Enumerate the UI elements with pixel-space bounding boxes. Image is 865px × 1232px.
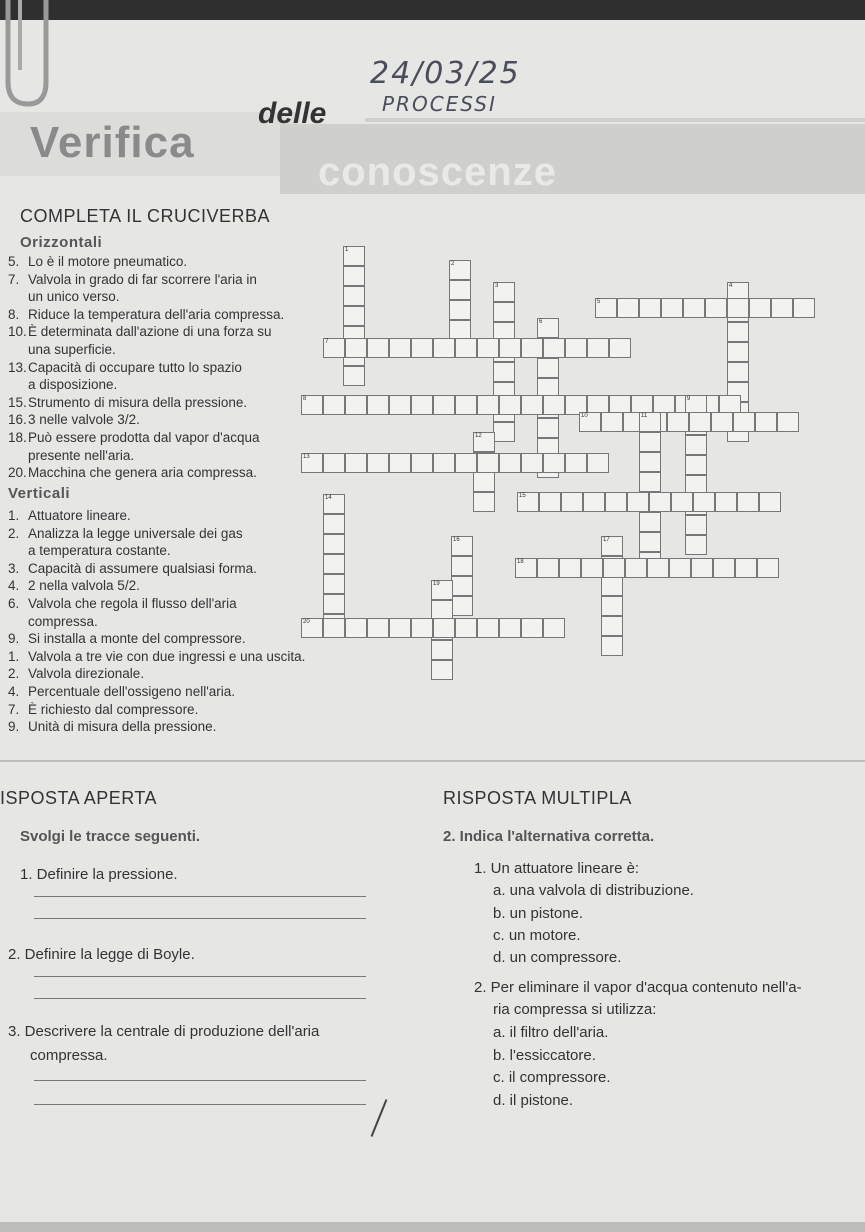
crossword-cell[interactable] — [411, 395, 433, 415]
clue-item — [8, 360, 242, 375]
crossword-cell[interactable] — [537, 358, 559, 378]
crossword-cell[interactable] — [685, 515, 707, 535]
clue-text: Valvola che regola il flusso dell'aria — [28, 596, 237, 611]
crossword-cell[interactable] — [345, 618, 367, 638]
mc-q1: 1. Un attuatore lineare è: — [474, 860, 640, 877]
clue-number: 15. — [8, 394, 27, 410]
crossword-cell[interactable] — [685, 535, 707, 555]
clue-number: 2. — [8, 525, 20, 541]
crossword-cell[interactable] — [389, 618, 411, 638]
open-answer-sub: Svolgi le tracce seguenti. — [20, 828, 201, 845]
handwritten-date: 24/03/25 — [370, 56, 521, 91]
crossword-cell[interactable] — [521, 395, 543, 415]
clue-number: 20. — [8, 465, 27, 481]
crossword-cell[interactable] — [609, 338, 631, 358]
clue-number: 13. — [8, 359, 27, 375]
open-q1: 1. Definire la pressione. — [20, 866, 178, 883]
clue-text: Riduce la temperatura dell'aria compressa. — [28, 306, 285, 322]
crossword-cell[interactable] — [539, 492, 561, 512]
crossword-cell[interactable] — [759, 492, 781, 512]
cell-number: 13 — [303, 454, 310, 460]
crossword-cell[interactable] — [499, 395, 521, 415]
mc-q1-option-b[interactable]: b. un pistone. — [493, 905, 584, 922]
crossword-cell[interactable] — [473, 492, 495, 512]
crossword-cell[interactable] — [477, 618, 499, 638]
crossword-cell[interactable] — [499, 453, 521, 473]
clue-text: Analizza la legge universale dei gas — [28, 525, 243, 541]
crossword-cell[interactable] — [367, 338, 389, 358]
clue-text: Capacità di occupare tutto lo spazio — [28, 359, 242, 375]
crossword-cell[interactable] — [543, 338, 565, 358]
title-verifica: Verifica — [30, 118, 195, 167]
cell-number: 11 — [641, 413, 648, 419]
mc-q2-line2: ria compressa si utilizza: — [493, 1001, 657, 1018]
crossword-cell[interactable] — [521, 453, 543, 473]
clue-text: Macchina che genera aria compressa. — [28, 465, 257, 481]
clue-item — [8, 272, 257, 287]
crossword-cell[interactable] — [477, 395, 499, 415]
crossword-cell[interactable] — [649, 492, 671, 512]
clue-number: 5. — [8, 254, 20, 269]
section-divider — [0, 760, 865, 762]
crossword-cell[interactable] — [411, 338, 433, 358]
clue-text: Può essere prodotta dal vapor d'acqua — [28, 430, 260, 445]
clue-text: È determinata dall'azione di una forza su — [28, 324, 272, 340]
crossword-cell[interactable] — [771, 298, 793, 318]
crossword-cell[interactable] — [537, 418, 559, 438]
crossword-cell[interactable] — [639, 452, 661, 472]
answer-line[interactable] — [34, 918, 366, 919]
clue-item — [8, 395, 247, 410]
clue-number: 4. — [8, 684, 20, 699]
crossword-cell[interactable] — [705, 298, 727, 318]
crossword-cell[interactable] — [671, 492, 693, 512]
cell-number: 10 — [581, 413, 588, 419]
cell-number: 12 — [475, 433, 482, 439]
crossword-cell[interactable] — [669, 558, 691, 578]
crossword-cell[interactable] — [537, 558, 559, 578]
clue-item — [8, 324, 271, 339]
clue-item — [8, 307, 284, 322]
crossword-cell[interactable] — [477, 453, 499, 473]
title-conoscenze: conoscenze — [318, 150, 557, 194]
crossword-cell[interactable] — [345, 395, 367, 415]
cell-number: 20 — [303, 619, 310, 625]
pen-mark — [371, 1099, 388, 1137]
crossword-cell[interactable] — [449, 300, 471, 320]
clue-number: 16. — [8, 412, 27, 428]
crossword-cell[interactable] — [451, 556, 473, 576]
clue-text: 2 nella valvola 5/2. — [28, 578, 140, 594]
clue-item — [8, 649, 305, 664]
crossword-cell[interactable] — [559, 558, 581, 578]
clue-text: a temperatura costante. — [28, 543, 171, 559]
cell-number: 9 — [687, 396, 691, 402]
clue-text: Percentuale dell'ossigeno nell'aria. — [28, 684, 236, 699]
crossword-cell[interactable] — [389, 395, 411, 415]
clue-text: Lo è il motore pneumatico. — [28, 254, 188, 269]
cell-number: 16 — [453, 537, 460, 543]
crossword-cell[interactable] — [777, 412, 799, 432]
crossword-cell[interactable] — [455, 338, 477, 358]
clue-item — [8, 289, 120, 304]
crossword-cell[interactable] — [449, 280, 471, 300]
crossword-cell[interactable] — [323, 574, 345, 594]
cell-number: 17 — [603, 537, 610, 543]
clue-item — [8, 631, 246, 646]
crossword-cell[interactable] — [411, 618, 433, 638]
crossword-cell[interactable] — [757, 558, 779, 578]
clue-text: Valvola in grado di far scorrere l'aria in — [28, 271, 257, 287]
clue-text: Strumento di misura della pressione. — [28, 394, 248, 410]
clue-item — [8, 254, 187, 269]
clue-text: Attuatore lineare. — [28, 508, 131, 523]
crossword-cell[interactable] — [433, 338, 455, 358]
clue-number: 9. — [8, 631, 20, 647]
clue-text: Capacità di assumere qualsiasi forma. — [28, 560, 257, 576]
crossword-cell[interactable] — [793, 298, 815, 318]
clue-number: 3. — [8, 560, 20, 576]
clue-number: 4. — [8, 578, 20, 594]
mc-q1-option-d[interactable]: d. un compressore. — [493, 949, 622, 966]
crossword-cell[interactable] — [455, 395, 477, 415]
multiple-choice-sub: 2. Indica l'alternativa corretta. — [443, 828, 655, 845]
clue-item — [8, 719, 216, 734]
top-dark-band — [0, 0, 865, 20]
crossword-cell[interactable] — [493, 302, 515, 322]
clue-number: 10. — [8, 324, 27, 340]
crossword-cell[interactable] — [431, 640, 453, 660]
cell-number: 6 — [539, 319, 543, 325]
crossword-cell[interactable] — [367, 618, 389, 638]
crossword-cell[interactable] — [601, 596, 623, 616]
crossword-cell[interactable] — [639, 472, 661, 492]
crossword-cell[interactable] — [639, 432, 661, 452]
crossword-cell[interactable] — [473, 472, 495, 492]
handwritten-note: PROCESSI — [382, 92, 497, 116]
clue-item — [8, 465, 257, 480]
clue-item — [8, 561, 257, 576]
clue-text: Unità di misura della pressione. — [28, 719, 217, 735]
crossword-cell[interactable] — [389, 453, 411, 473]
crossword-cell[interactable] — [367, 395, 389, 415]
crossword-cell[interactable] — [499, 618, 521, 638]
mc-q1-option-a[interactable]: a. una valvola di distribuzione. — [493, 882, 694, 899]
mc-q2-option-a[interactable]: a. il filtro dell'aria. — [493, 1024, 609, 1041]
crossword-cell[interactable] — [727, 342, 749, 362]
crossword-cell[interactable] — [661, 298, 683, 318]
open-answer-heading: ISPOSTA APERTA — [0, 788, 158, 808]
crossword-cell[interactable] — [639, 532, 661, 552]
clue-number: 1. — [8, 508, 20, 523]
open-q3-line1: 3. Descrivere la centrale di produzione dell'aria — [8, 1023, 320, 1040]
cell-number: 14 — [325, 495, 332, 501]
crossword-cell[interactable] — [543, 453, 565, 473]
crossword-cell[interactable] — [323, 594, 345, 614]
crossword-cell[interactable] — [587, 453, 609, 473]
crossword-cell[interactable] — [521, 338, 543, 358]
crossword-cell[interactable] — [323, 554, 345, 574]
clue-text: un unico verso. — [28, 289, 120, 305]
crossword-cell[interactable] — [691, 558, 713, 578]
answer-line[interactable] — [34, 896, 366, 897]
answer-line[interactable] — [34, 998, 366, 999]
clue-text: presente nell'aria. — [28, 447, 135, 463]
crossword-cell[interactable] — [685, 435, 707, 455]
crossword-cell[interactable] — [493, 362, 515, 382]
cell-number: 1 — [345, 247, 349, 253]
cell-number: 3 — [495, 283, 499, 289]
open-q2: 2. Definire la legge di Boyle. — [8, 946, 195, 963]
open-q3-line2: compressa. — [30, 1047, 108, 1064]
answer-line[interactable] — [34, 1080, 366, 1081]
crossword-cell[interactable] — [499, 338, 521, 358]
crossword-cell[interactable] — [431, 600, 453, 620]
clue-item — [8, 578, 140, 593]
clue-number: 6. — [8, 596, 20, 611]
crossword-cell[interactable] — [603, 558, 625, 578]
crossword-cell[interactable] — [749, 298, 771, 318]
crossword-cell[interactable] — [737, 492, 759, 512]
crossword-cell[interactable] — [727, 298, 749, 318]
crossword-cell[interactable] — [323, 514, 345, 534]
crossword-cell[interactable] — [323, 453, 345, 473]
crossword-cell[interactable] — [433, 453, 455, 473]
crossword-cell[interactable] — [625, 558, 647, 578]
crossword-cell[interactable] — [639, 298, 661, 318]
cell-number: 4 — [729, 283, 733, 289]
crossword-cell[interactable] — [323, 395, 345, 415]
clue-item — [8, 614, 98, 629]
clue-item — [8, 702, 198, 717]
crossword-cell[interactable] — [727, 362, 749, 382]
verticali-label: Verticali — [8, 485, 71, 502]
clue-item — [8, 596, 237, 611]
crossword-cell[interactable] — [455, 453, 477, 473]
crossword-cell[interactable] — [411, 453, 433, 473]
crossword-cell[interactable] — [367, 453, 389, 473]
crossword-cell[interactable] — [627, 492, 649, 512]
crossword-cell[interactable] — [733, 412, 755, 432]
crossword-cell[interactable] — [605, 492, 627, 512]
crossword-cell[interactable] — [345, 338, 367, 358]
crossword-cell[interactable] — [617, 298, 639, 318]
cell-number: 2 — [451, 261, 455, 267]
clue-number: 8. — [8, 306, 20, 322]
crossword-cell[interactable] — [601, 412, 623, 432]
clue-number: 7. — [8, 271, 20, 287]
cell-number: 5 — [597, 299, 601, 305]
paper-clip-icon — [0, 0, 50, 110]
crossword-cell[interactable] — [433, 395, 455, 415]
crossword-cell[interactable] — [521, 618, 543, 638]
crossword-cell[interactable] — [389, 338, 411, 358]
crossword-cell[interactable] — [477, 338, 499, 358]
clue-text: È richiesto dal compressore. — [28, 701, 199, 717]
crossword-cell[interactable] — [713, 558, 735, 578]
crossword-cell[interactable] — [451, 596, 473, 616]
crossword-cell[interactable] — [561, 492, 583, 512]
cell-number: 7 — [325, 339, 329, 345]
crossword-cell[interactable] — [431, 660, 453, 680]
clue-text: Si installa a monte del compressore. — [28, 631, 246, 647]
cell-number: 8 — [303, 396, 307, 402]
mc-q2-option-c[interactable]: c. il compressore. — [493, 1069, 611, 1086]
bottom-shadow — [0, 1222, 865, 1232]
clue-text: 3 nelle valvole 3/2. — [28, 412, 140, 428]
orizzontali-label: Orizzontali — [20, 234, 103, 251]
crossword-cell[interactable] — [715, 492, 737, 512]
crossword-cell[interactable] — [343, 266, 365, 286]
clue-item — [8, 430, 259, 445]
crossword-cell[interactable] — [543, 395, 565, 415]
clue-text: una superficie. — [28, 342, 116, 357]
crossword-cell[interactable] — [323, 618, 345, 638]
crossword-cell[interactable] — [601, 616, 623, 636]
title-delle: delle — [258, 97, 327, 130]
clue-item — [8, 543, 171, 558]
clue-number: 7. — [8, 701, 20, 717]
clue-number: 2. — [8, 666, 20, 682]
crossword-cell[interactable] — [343, 286, 365, 306]
clue-text: Valvola a tre vie con due ingressi e una uscita. — [28, 648, 306, 664]
crossword-cell[interactable] — [693, 492, 715, 512]
mc-q2-option-d[interactable]: d. il pistone. — [493, 1092, 574, 1109]
clue-text: Valvola direzionale. — [28, 666, 145, 682]
answer-line[interactable] — [34, 1104, 366, 1105]
crossword-cell[interactable] — [345, 453, 367, 473]
crossword-cell[interactable] — [711, 412, 733, 432]
clue-text: a disposizione. — [28, 377, 118, 393]
crossword-cell[interactable] — [735, 558, 757, 578]
crossword-cell[interactable] — [543, 618, 565, 638]
mc-q2-option-b[interactable]: b. l'essiccatore. — [493, 1047, 596, 1064]
crossword-cell[interactable] — [583, 492, 605, 512]
cell-number: 18 — [517, 559, 524, 565]
crossword-cell[interactable] — [343, 366, 365, 386]
clue-number: 18. — [8, 430, 27, 445]
mc-q2-line1: 2. Per eliminare il vapor d'acqua contenuto nell'a- — [474, 979, 802, 996]
mc-q1-option-c[interactable]: c. un motore. — [493, 927, 581, 944]
crossword-cell[interactable] — [565, 453, 587, 473]
header-stripe — [365, 118, 865, 122]
clue-item — [8, 342, 116, 357]
crossword-cell[interactable] — [647, 558, 669, 578]
crossword-cell[interactable] — [455, 618, 477, 638]
crossword-cell[interactable] — [493, 422, 515, 442]
crossword-cell[interactable] — [689, 412, 711, 432]
clue-item — [8, 684, 235, 699]
clue-number: 1. — [8, 648, 20, 664]
crossword-cell[interactable] — [685, 455, 707, 475]
clue-item — [8, 448, 134, 463]
crossword-cell[interactable] — [683, 298, 705, 318]
crossword-cell[interactable] — [323, 534, 345, 554]
crossword-cell[interactable] — [433, 618, 455, 638]
crossword-cell[interactable] — [581, 558, 603, 578]
cell-number: 15 — [519, 493, 526, 499]
crossword-cell[interactable] — [727, 322, 749, 342]
clue-item — [8, 508, 131, 523]
multiple-choice-heading: RISPOSTA MULTIPLA — [443, 788, 632, 808]
crossword-cell[interactable] — [565, 338, 587, 358]
crossword-cell[interactable] — [601, 576, 623, 596]
crossword-cell[interactable] — [667, 412, 689, 432]
clue-text: compressa. — [28, 613, 98, 629]
crossword-cell[interactable] — [449, 320, 471, 340]
clue-item — [8, 526, 243, 541]
crossword-cell[interactable] — [601, 636, 623, 656]
crossword-heading: COMPLETA IL CRUCIVERBA — [20, 206, 271, 226]
cell-number: 19 — [433, 581, 440, 587]
answer-line[interactable] — [34, 976, 366, 977]
crossword-cell[interactable] — [343, 306, 365, 326]
clue-item — [8, 666, 144, 681]
crossword-cell[interactable] — [755, 412, 777, 432]
clue-item — [8, 377, 117, 392]
crossword-cell[interactable] — [587, 338, 609, 358]
clue-item — [8, 412, 140, 427]
clue-number: 9. — [8, 719, 20, 735]
crossword-cell[interactable] — [639, 512, 661, 532]
crossword-cell[interactable] — [451, 576, 473, 596]
